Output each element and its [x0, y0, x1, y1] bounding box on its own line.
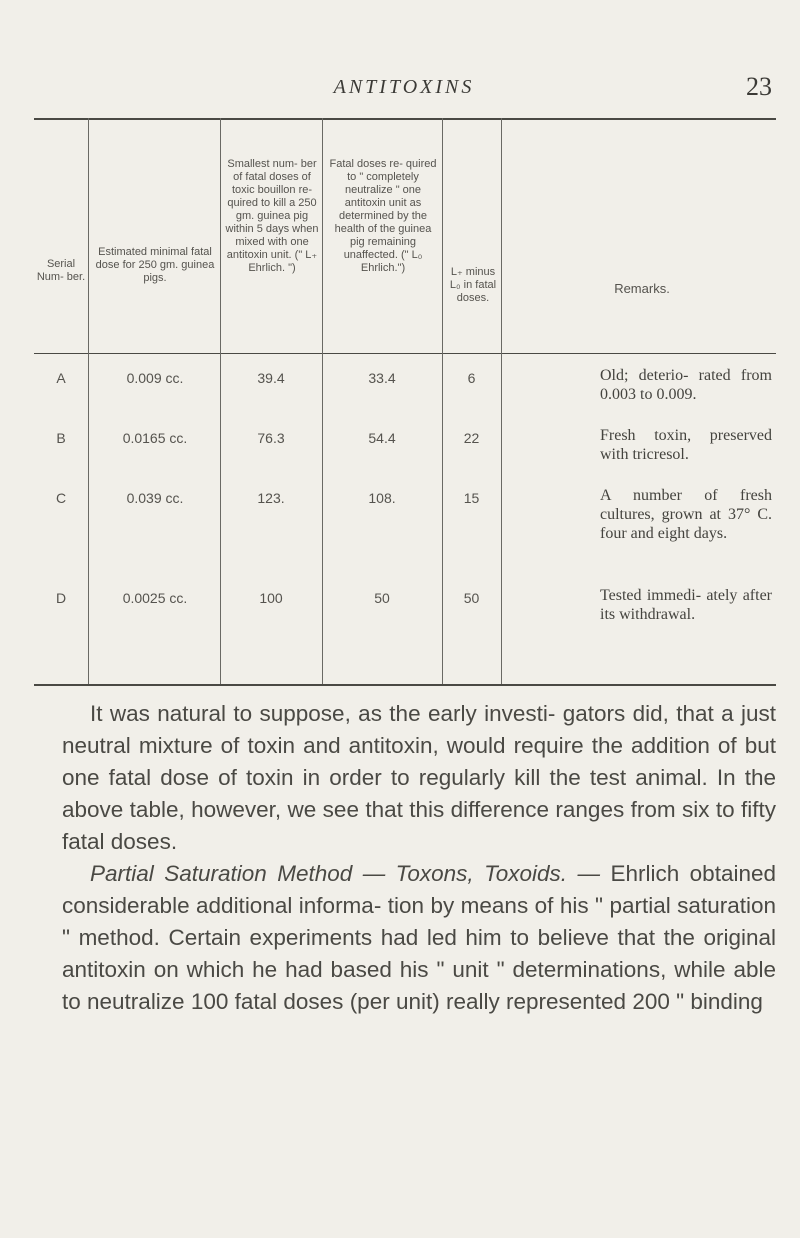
header-estimated-dose: Estimated minimal fatal dose for 250 gm. guinea pigs. [95, 246, 215, 284]
table-row-d-fatal: 50 [374, 590, 390, 606]
table-top-rule [34, 118, 776, 120]
paragraph-2-text: Ehrlich obtained considerable additional informa- tion by means of his " partial saturation " method. Certain experiments had led him to believe that the original antitoxin on which he had based his " unit " determinations, while able to neutralize 100 fatal doses (per unit) really represented 200 " binding [62, 861, 777, 1014]
table-row-d-dose: 0.0025 cc. [122, 590, 188, 606]
table-row-c-diff: 15 [463, 490, 480, 506]
header-separator-rule [34, 353, 776, 354]
table-row-b-dose: 0.0165 cc. [122, 430, 188, 446]
section-heading: Partial Saturation Method — Toxons, Toxoids. — [90, 861, 600, 886]
page-number: 23 [746, 72, 772, 101]
table-row-b-smallest: 76.3 [257, 430, 285, 446]
column-divider [501, 118, 502, 684]
table-row-a-serial: A [56, 370, 66, 386]
header-difference: L₊ minus L₀ in fatal doses. [449, 266, 497, 304]
table-row-b-diff: 22 [463, 430, 480, 446]
table-row-c-dose: 0.039 cc. [126, 490, 184, 506]
table-bottom-rule [34, 684, 776, 686]
table-row-d-diff: 50 [463, 590, 480, 606]
table-row-a-dose: 0.009 cc. [126, 370, 184, 386]
page-header [34, 70, 774, 110]
table-row-d-serial: D [55, 590, 67, 606]
table-row-a-smallest: 39.4 [257, 370, 285, 386]
table-row-c-remarks: A number of fresh cultures, grown at 37° C. four and eight days. [600, 487, 772, 542]
table-row-a-diff: 6 [467, 370, 476, 386]
header-smallest-number: Smallest num- ber of fatal doses of toxic bouillon re- quired to kill a 250 gm. guinea pig within 5 days when mixed with one antitoxin unit. (" L₊ Ehrlich. ") [225, 158, 319, 274]
table-row-c-smallest: 123. [257, 490, 285, 506]
table-row-b-serial: B [56, 430, 66, 446]
body-text [62, 698, 776, 1018]
header-fatal-doses: Fatal doses re- quired to " completely neutralize " one antitoxin unit as determined by the health of the guinea pig remaining unaffected. (" L₀ Ehrlich.") [329, 158, 437, 274]
table-row-b-fatal: 54.4 [368, 430, 396, 446]
table-row-c-fatal: 108. [368, 490, 396, 506]
running-title: ANTITOXINS [333, 76, 475, 98]
header-serial: Serial Num- ber. [36, 258, 86, 283]
table-row-d-remarks: Tested immedi- ately after its withdrawal. [600, 587, 772, 623]
table-row-a-remarks: Old; deterio- rated from 0.003 to 0.009. [600, 367, 772, 403]
column-divider [88, 118, 89, 684]
paragraph-2 [62, 858, 776, 1018]
table-row-a-fatal: 33.4 [368, 370, 396, 386]
table-row-c-serial: C [55, 490, 67, 506]
header-remarks: Remarks. [614, 281, 670, 296]
table-row-d-smallest: 100 [259, 590, 283, 606]
table-row-b-remarks: Fresh toxin, preserved with tricresol. [600, 427, 772, 463]
paragraph-1: It was natural to suppose, as the early investi- gators did, that a just neutral mixture of toxin and antitoxin, would require the addition of but one fatal dose of toxin in order to regularly kill the test animal. In the above table, however, we see that this difference ranges from six to fifty fatal doses. [62, 701, 776, 854]
antitoxin-table [34, 118, 776, 686]
